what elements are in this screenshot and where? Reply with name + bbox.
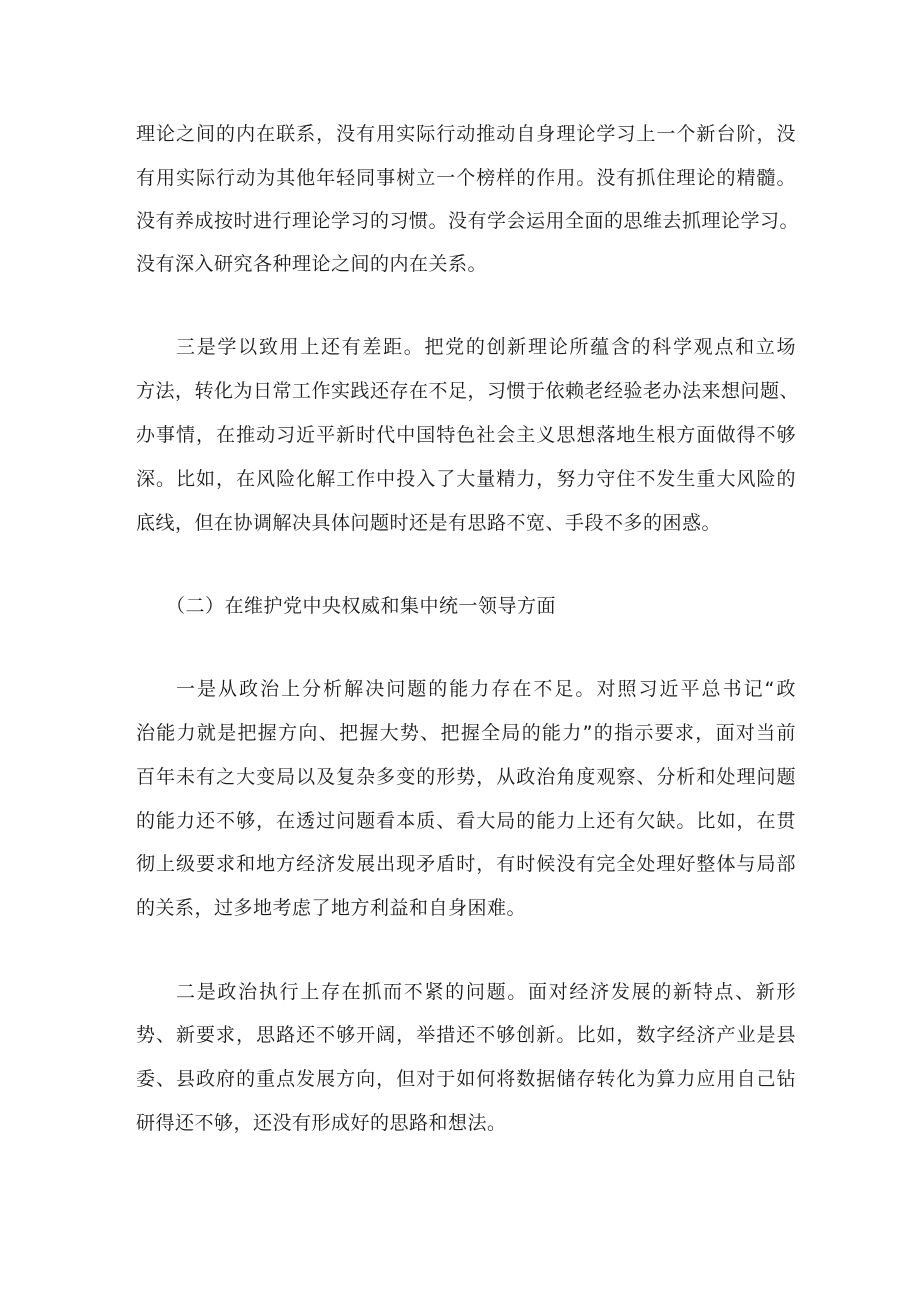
paragraph-2-line-1: 三是学以致用上还有差距。把党的创新理论所蕴含的科学观点和立场 [176,336,796,358]
paragraph-4-line-4: 研得还不够，还没有形成好的思路和想法。 [136,1112,507,1134]
paragraph-3-line-1: 一是从政治上分析解决问题的能力存在不足。对照习近平总书记“政 [176,678,796,700]
paragraph-3-line-4: 的能力还不够，在透过问题看本质、看大局的能力上还有欠缺。比如，在贯 [136,810,796,832]
paragraph-4-line-3: 委、县政府的重点发展方向，但对于如何将数据储存转化为算力应用自己钻 [136,1068,796,1090]
paragraph-2-line-3: 办事情，在推动习近平新时代中国特色社会主义思想落地生根方面做得不够 [136,424,796,446]
paragraph-4-line-1: 二是政治执行上存在抓而不紧的问题。面对经济发展的新特点、新形 [176,981,796,1003]
paragraph-1-line-2: 有用实际行动为其他年轻同事树立一个榜样的作用。没有抓住理论的精髓。 [136,167,796,189]
section-heading: （二）在维护党中央权威和集中统一领导方面 [166,595,557,617]
paragraph-4-line-2: 势、新要求，思路还不够开阔，举措还不够创新。比如，数字经济产业是县 [136,1024,796,1046]
paragraph-3-line-2: 治能力就是把握方向、把握大势、把握全局的能力”的指示要求，面对当前 [136,722,796,744]
paragraph-2-line-4: 深。比如，在风险化解工作中投入了大量精力，努力守住不发生重大风险的 [136,468,796,490]
paragraph-1-line-1: 理论之间的内在联系，没有用实际行动推动自身理论学习上一个新台阶，没 [136,123,796,145]
paragraph-2-line-5: 底线，但在协调解决具体问题时还是有思路不宽、手段不多的困惑。 [136,512,722,534]
paragraph-3-line-6: 的关系，过多地考虑了地方利益和自身困难。 [136,897,527,919]
paragraph-3-line-3: 百年未有之大变局以及复杂多变的形势，从政治角度观察、分析和处理问题 [136,766,796,788]
paragraph-2-line-2: 方法，转化为日常工作实践还存在不足，习惯于依赖老经验老办法来想问题、 [136,380,800,402]
paragraph-1-line-4: 没有深入研究各种理论之间的内在关系。 [136,253,488,275]
paragraph-3-line-5: 彻上级要求和地方经济发展出现矛盾时，有时候没有完全处理好整体与局部 [136,853,796,875]
paragraph-1-line-3: 没有养成按时进行理论学习的习惯。没有学会运用全面的思维去抓理论学习。 [136,210,800,232]
